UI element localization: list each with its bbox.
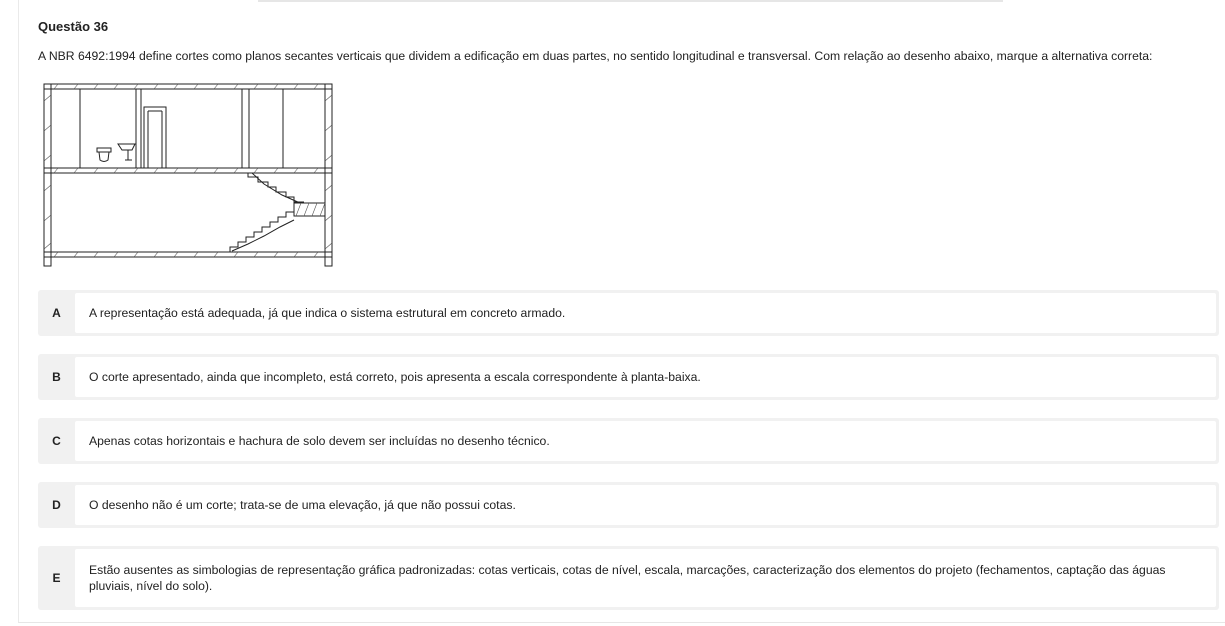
option-letter: C	[52, 434, 61, 448]
question-title: Questão 36	[38, 19, 109, 34]
option-d[interactable]	[38, 482, 1219, 528]
option-letter: E	[52, 571, 61, 585]
option-letter: A	[52, 306, 61, 320]
toilet-bowl	[99, 152, 109, 162]
option-letter: B	[52, 370, 61, 384]
option-text: Apenas cotas horizontais e hachura de solo devem ser incluídas no desenho técnico.	[75, 421, 1216, 461]
left-wall	[44, 84, 51, 266]
option-letter: D	[52, 498, 61, 512]
option-text: A representação está adequada, já que indica o sistema estrutural em concreto armado.	[75, 293, 1216, 333]
option-e[interactable]	[38, 546, 1219, 610]
option-b[interactable]	[38, 354, 1219, 400]
option-text: O corte apresentado, ainda que incompleto, está correto, pois apresenta a escala correspondente à planta-baixa.	[75, 357, 1216, 397]
option-text: Estão ausentes as simbologias de representação gráfica padronizadas: cotas verticais, cotas de nível, escala, marcações, caracterização dos elementos do projeto (fechamentos, captação das águas pluviais, nível do solo).	[75, 549, 1216, 607]
ground-slab	[44, 252, 332, 257]
option-c[interactable]	[38, 418, 1219, 464]
question-statement: A NBR 6492:1994 define cortes como planos secantes verticais que dividem a edificação em duas partes, no sentido longitudinal e transversal. Com relação ao desenho abaixo, marque a alternativa correta:	[38, 49, 1153, 63]
section-drawing	[42, 81, 334, 271]
roof-slab	[44, 84, 332, 89]
option-text: O desenho não é um corte; trata-se de uma elevação, já que não possui cotas.	[75, 485, 1216, 525]
sink	[118, 144, 135, 150]
option-a[interactable]	[38, 290, 1219, 336]
partition-wall-2	[242, 89, 249, 168]
door	[144, 107, 166, 168]
partition-wall	[136, 89, 141, 168]
stair-lower-flight	[230, 212, 294, 252]
floor-slab	[44, 168, 332, 173]
toilet-tank	[97, 148, 111, 152]
right-wall	[325, 84, 332, 266]
